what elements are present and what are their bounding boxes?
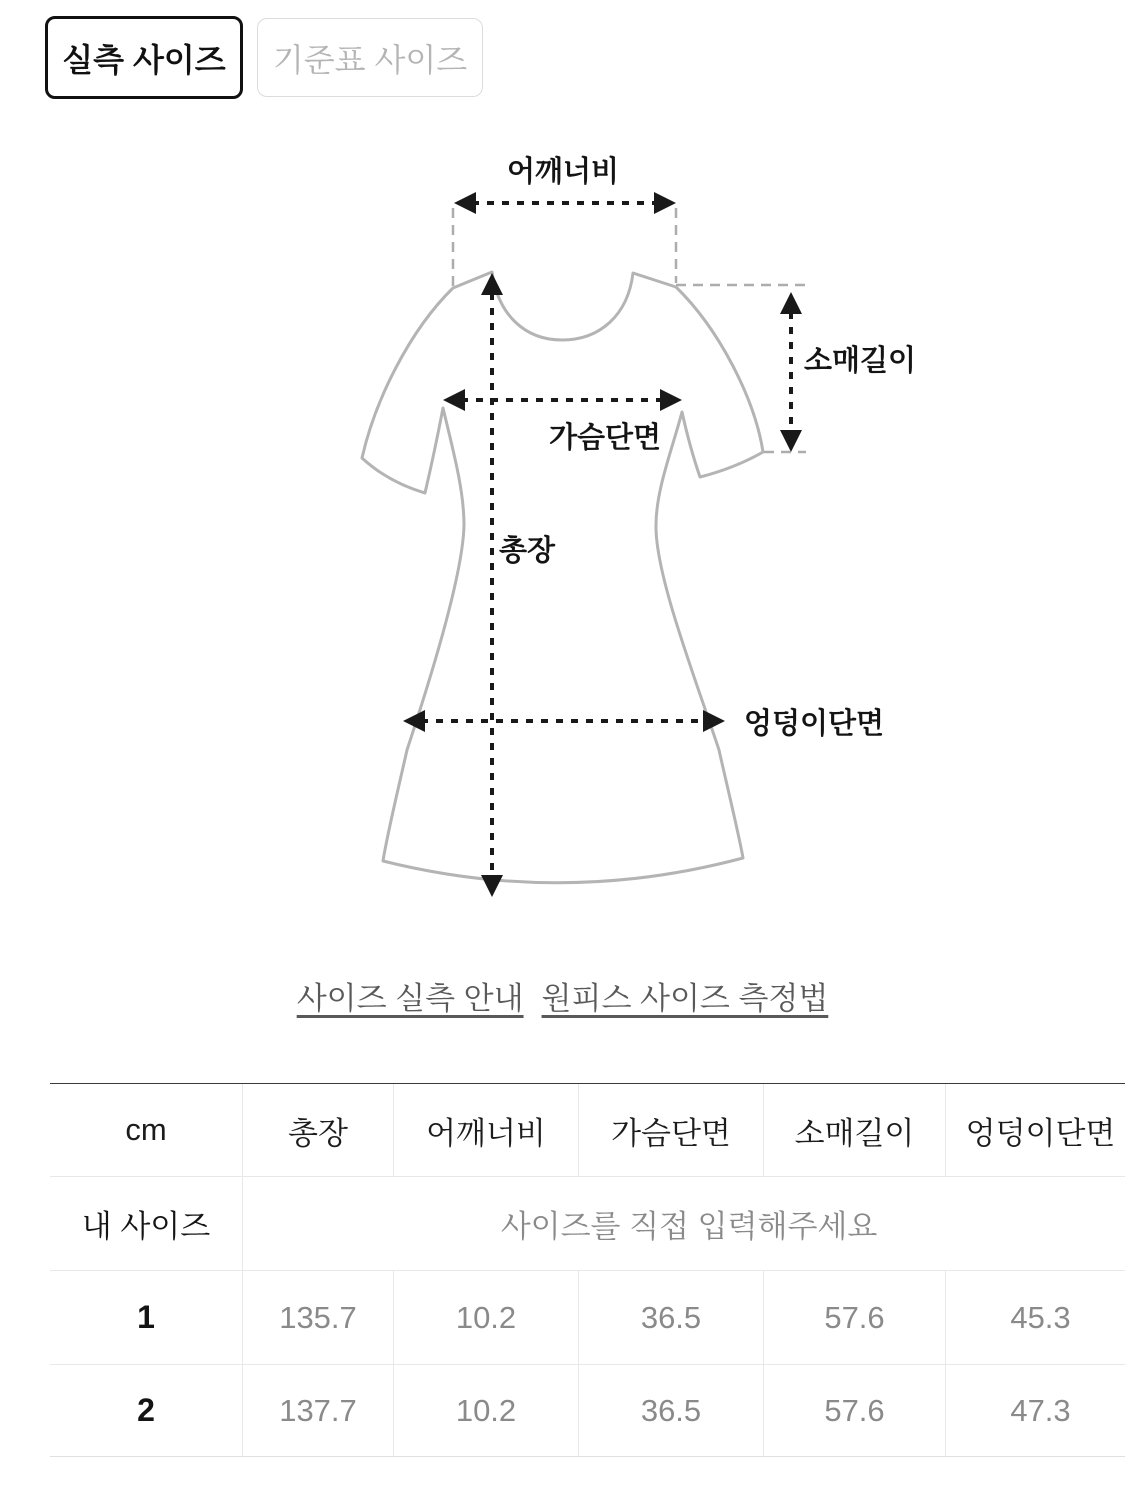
chest-width-label: 가슴단면: [548, 422, 662, 454]
dress-outline: [362, 272, 763, 883]
col-header-shoulder: 어깨너비: [393, 1084, 578, 1176]
size-1-total-length: 135.7: [242, 1271, 393, 1364]
size-1-shoulder: 10.2: [393, 1271, 578, 1364]
hip-width-label: 엉덩이단면: [744, 708, 885, 740]
tab-standard-size[interactable]: 기준표 사이즈: [257, 18, 483, 97]
size-1-label: 1: [137, 1299, 155, 1335]
table-header-row: [50, 1084, 1125, 1176]
col-header-hip: 엉덩이단면: [945, 1084, 1125, 1176]
my-size-row: [50, 1176, 1125, 1270]
sleeve-length-label: 소매길이: [804, 345, 917, 377]
col-header-chest: 가슴단면: [578, 1084, 763, 1176]
size-2-sleeve: 57.6: [763, 1365, 945, 1456]
guide-links: [0, 973, 1125, 1018]
my-size-label: 내 사이즈: [81, 1209, 211, 1244]
my-size-input-prompt[interactable]: 사이즈를 직접 입력해주세요: [242, 1177, 1125, 1270]
size-2-label: 2: [137, 1392, 155, 1428]
shoulder-width-label: 어깨너비: [506, 156, 620, 188]
size-2-shoulder: 10.2: [393, 1365, 578, 1456]
size-1-hip: 45.3: [945, 1271, 1125, 1364]
tab-measured-size[interactable]: 실측 사이즈: [45, 16, 243, 99]
size-1-chest: 36.5: [578, 1271, 763, 1364]
size-measure-guide-link[interactable]: 사이즈 실측 안내: [296, 981, 524, 1016]
size-2-total-length: 137.7: [242, 1365, 393, 1456]
col-header-cm: cm: [125, 1112, 167, 1147]
size-1-sleeve: 57.6: [763, 1271, 945, 1364]
size-table: [50, 1083, 1125, 1457]
total-length-label: 총장: [499, 535, 556, 567]
col-header-sleeve: 소매길이: [763, 1084, 945, 1176]
size-2-chest: 36.5: [578, 1365, 763, 1456]
size-2-hip: 47.3: [945, 1365, 1125, 1456]
dress-size-method-link[interactable]: 원피스 사이즈 측정법: [541, 981, 829, 1016]
col-header-total-length: 총장: [242, 1084, 393, 1176]
table-row-size-2: [50, 1364, 1125, 1456]
table-row-size-1: [50, 1270, 1125, 1364]
